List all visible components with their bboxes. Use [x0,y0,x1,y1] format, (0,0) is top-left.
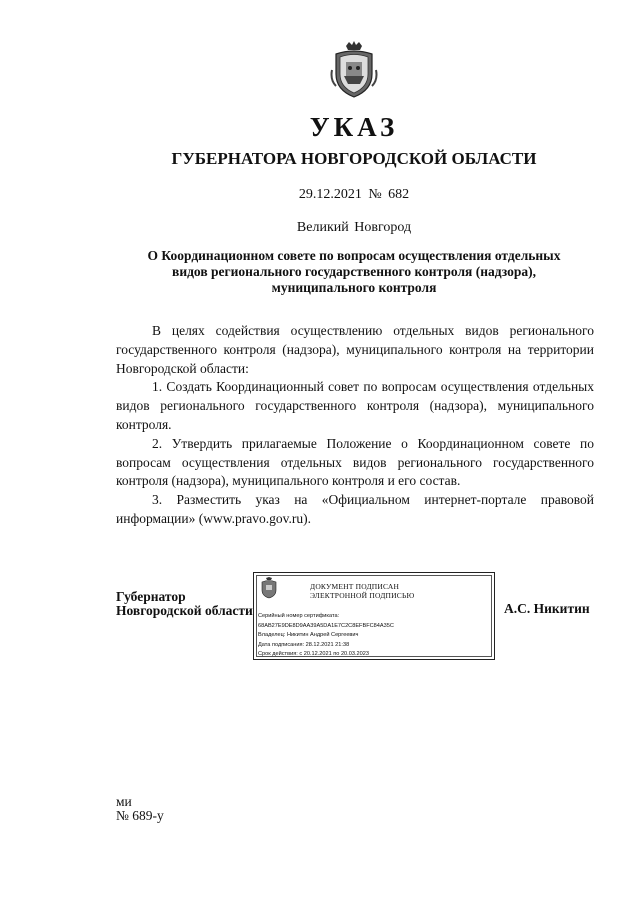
date-and-number: 29.12.2021 № 682 [298,187,410,202]
registration-number: № 689-у [116,808,164,823]
clause-1: 1. Создать Координационный совет по вопросам осуществления отдельных видов регионального государственного контроля (надзора), муниципального контроля. [116,379,594,432]
heading-line: муниципального контроля [271,280,437,295]
clause-2: 2. Утвердить прилагаемые Положение о Координационном совете по вопросам осуществления отдельных видов регионального государственного контроля (надзора), муниципального контроля и его состав. [116,435,594,489]
stamp-signed-date: Дата подписания: 28.12.2021 21:38 [258,641,350,648]
stamp-serial-label: Серийный номер сертификата: [258,613,340,619]
stamp-serial: 68AB27E9DE8D9AA39A5DA1E7C2C8EFBFC84A35C [258,622,394,629]
stamp-title: ДОКУМЕНТ ПОДПИСАН ЭЛЕКТРОННОЙ ПОДПИСЬЮ [310,582,415,600]
stamp-details [258,612,394,660]
document-title: УКАЗ [309,112,399,142]
stamp-validity: Срок действия: с 20.12.2021 по 20.03.2023 [258,651,369,658]
author-initials: ми [116,794,132,809]
electronic-signature-stamp [253,572,495,660]
preamble-paragraph: В целях содействия осуществлению отдельных видов регионального государственного контроля (надзора), муниципального контроля на территории Новгородской области: [116,323,594,376]
signatory-name: А.С. Никитин [504,601,590,616]
clause-3: 3. Разместить указ на «Официальном интернет-портале правовой информации» (www.pravo.gov.ru). [116,492,594,526]
issuer-title: ГУБЕРНАТОРА НОВГОРОДСКОЙ ОБЛАСТИ [171,149,537,168]
document-body [116,322,594,529]
signatory-position: Губернатор Новгородской области [116,589,253,618]
heading-line: видов регионального государственного контроля (надзора), [172,264,536,279]
document-footer [116,795,164,823]
document-heading [130,248,578,296]
heading-line: О Координационном совете по вопросам осуществления отдельных [147,248,561,263]
coat-of-arms-emblem [330,40,378,100]
stamp-owner: Владелец: Никитин Андрей Сергеевич [258,632,359,639]
stamp-emblem-icon [260,577,278,599]
city-name: Великий Новгород [296,220,412,235]
